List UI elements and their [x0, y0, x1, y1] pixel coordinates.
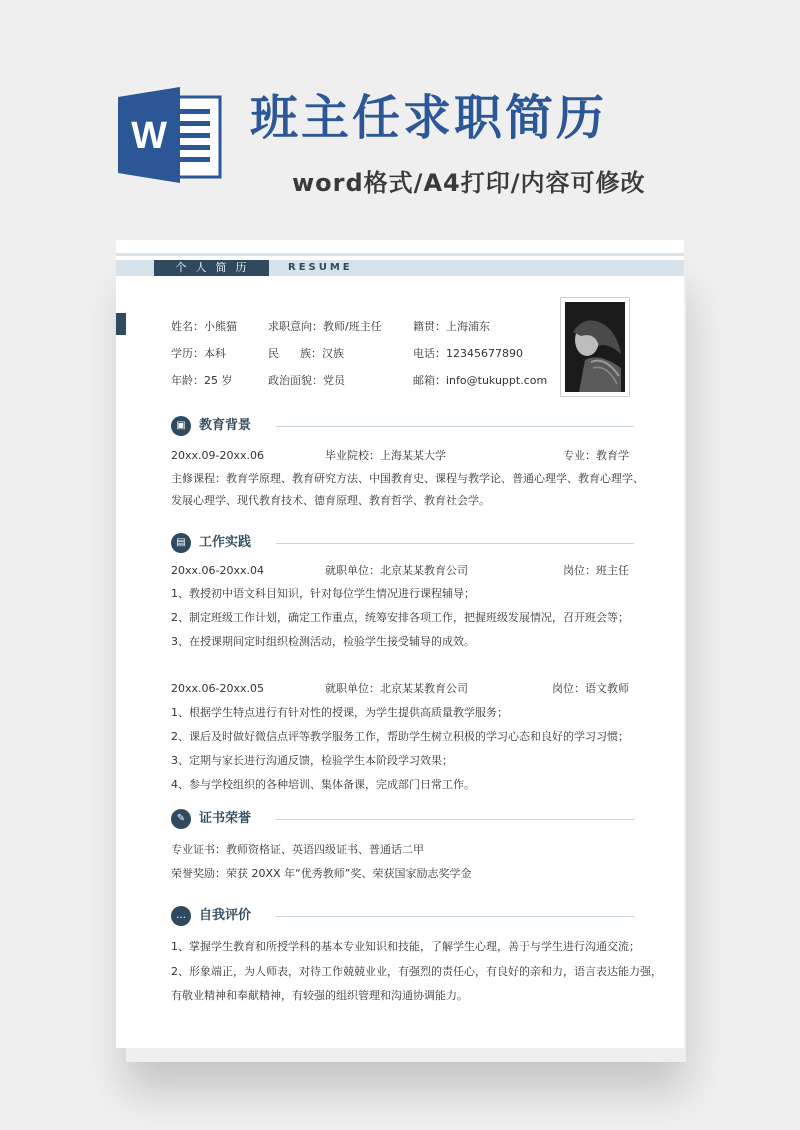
- section-cert-title: 证书荣誉: [199, 811, 252, 826]
- band-resume-text: RESUME: [288, 262, 353, 273]
- section-education-title: 教育背景: [199, 418, 252, 433]
- word-document-icon: [118, 85, 228, 185]
- job-row: [171, 563, 629, 578]
- section-divider: [276, 543, 634, 544]
- info-education: 学历：本科: [171, 347, 226, 360]
- certificate-icon: ✎: [171, 809, 191, 829]
- edu-period: 20xx.09-20xx.06: [171, 449, 264, 462]
- info-hometown: 籍贯：上海浦东: [413, 320, 490, 333]
- chat-icon: …: [171, 906, 191, 926]
- page-subtitle: word格式/A4打印/内容可修改: [292, 169, 646, 197]
- edu-major: 专业：教育学: [563, 449, 629, 462]
- job-period: 20xx.06-20xx.05: [171, 682, 264, 695]
- info-intent: 求职意向：教师/班主任: [268, 320, 382, 333]
- section-work-title: 工作实践: [199, 535, 252, 550]
- edu-courses-1: 主修课程：教育学原理、教育研究方法、中国教育史、课程与教学论、普通心理学、教育心理学、: [171, 472, 644, 485]
- edu-school: 毕业院校：上海某某大学: [325, 449, 446, 462]
- cert-honors: 荣誉奖励：荣获 20XX 年“优秀教师”奖、荣获国家励志奖学金: [171, 867, 472, 880]
- info-age: 年龄：25 岁: [171, 374, 233, 387]
- section-divider: [276, 819, 634, 820]
- info-name: 姓名：小熊猫: [171, 320, 237, 333]
- job-row: [171, 681, 629, 696]
- info-email: 邮箱：info@tukuppt.com: [413, 374, 548, 387]
- job-company: 就职单位：北京某某教育公司: [325, 564, 468, 577]
- job-duty: 2、课后及时做好微信点评等教学服务工作，帮助学生树立积极的学习心态和良好的学习习惯；: [171, 730, 629, 743]
- job-duty: 1、教授初中语文科目知识，针对每位学生情况进行课程辅导；: [171, 587, 475, 600]
- page-title: 班主任求职简历: [250, 90, 608, 146]
- self-eval-line: 1、掌握学生教育和所授学科的基本专业知识和技能，了解学生心理，善于与学生进行沟通交流；: [171, 940, 640, 953]
- info-politics: 政治面貌：党员: [268, 374, 345, 387]
- side-tab: [116, 313, 126, 335]
- self-eval-line: 有敬业精神和奉献精神，有较强的组织管理和沟通协调能力。: [171, 989, 468, 1002]
- band-label: 个人简历: [154, 260, 269, 276]
- job-position: 岗位：班主任: [563, 564, 629, 577]
- job-duty: 3、定期与家长进行沟通反馈，检验学生本阶段学习效果；: [171, 754, 453, 767]
- top-band-line: [116, 253, 684, 256]
- book-icon: ▣: [171, 416, 191, 436]
- job-duty: 4、参与学校组织的各种培训、集体备课，完成部门日常工作。: [171, 778, 475, 791]
- section-divider: [276, 916, 634, 917]
- job-position: 岗位：语文教师: [552, 682, 629, 695]
- info-phone: 电话：12345677890: [413, 347, 523, 360]
- section-divider: [276, 426, 634, 427]
- word-letter: W: [131, 115, 167, 157]
- job-duty: 3、在授课期间定时组织检测活动，检验学生接受辅导的成效。: [171, 635, 475, 648]
- resume-paper: [116, 240, 684, 1048]
- profile-photo: [565, 302, 625, 392]
- cert-professional: 专业证书：教师资格证、英语四级证书、普通话二甲: [171, 843, 424, 856]
- education-row: [171, 448, 629, 463]
- briefcase-icon: ▤: [171, 533, 191, 553]
- section-self-title: 自我评价: [199, 908, 252, 923]
- profile-photo-frame: [560, 297, 630, 397]
- self-eval-line: 2、形象端正，为人师表，对待工作兢兢业业，有强烈的责任心，有良好的亲和力，语言表达能力强，: [171, 965, 662, 978]
- edu-courses-2: 发展心理学、现代教育技术、德育原理、教育哲学、教育社会学。: [171, 494, 490, 507]
- job-duty: 2、制定班级工作计划，确定工作重点，统筹安排各项工作，把握班级发展情况，召开班会等；: [171, 611, 629, 624]
- info-ethnicity: 民 族：汉族: [268, 347, 344, 360]
- job-period: 20xx.06-20xx.04: [171, 564, 264, 577]
- job-company: 就职单位：北京某某教育公司: [325, 682, 468, 695]
- job-duty: 1、根据学生特点进行有针对性的授课，为学生提供高质量教学服务；: [171, 706, 508, 719]
